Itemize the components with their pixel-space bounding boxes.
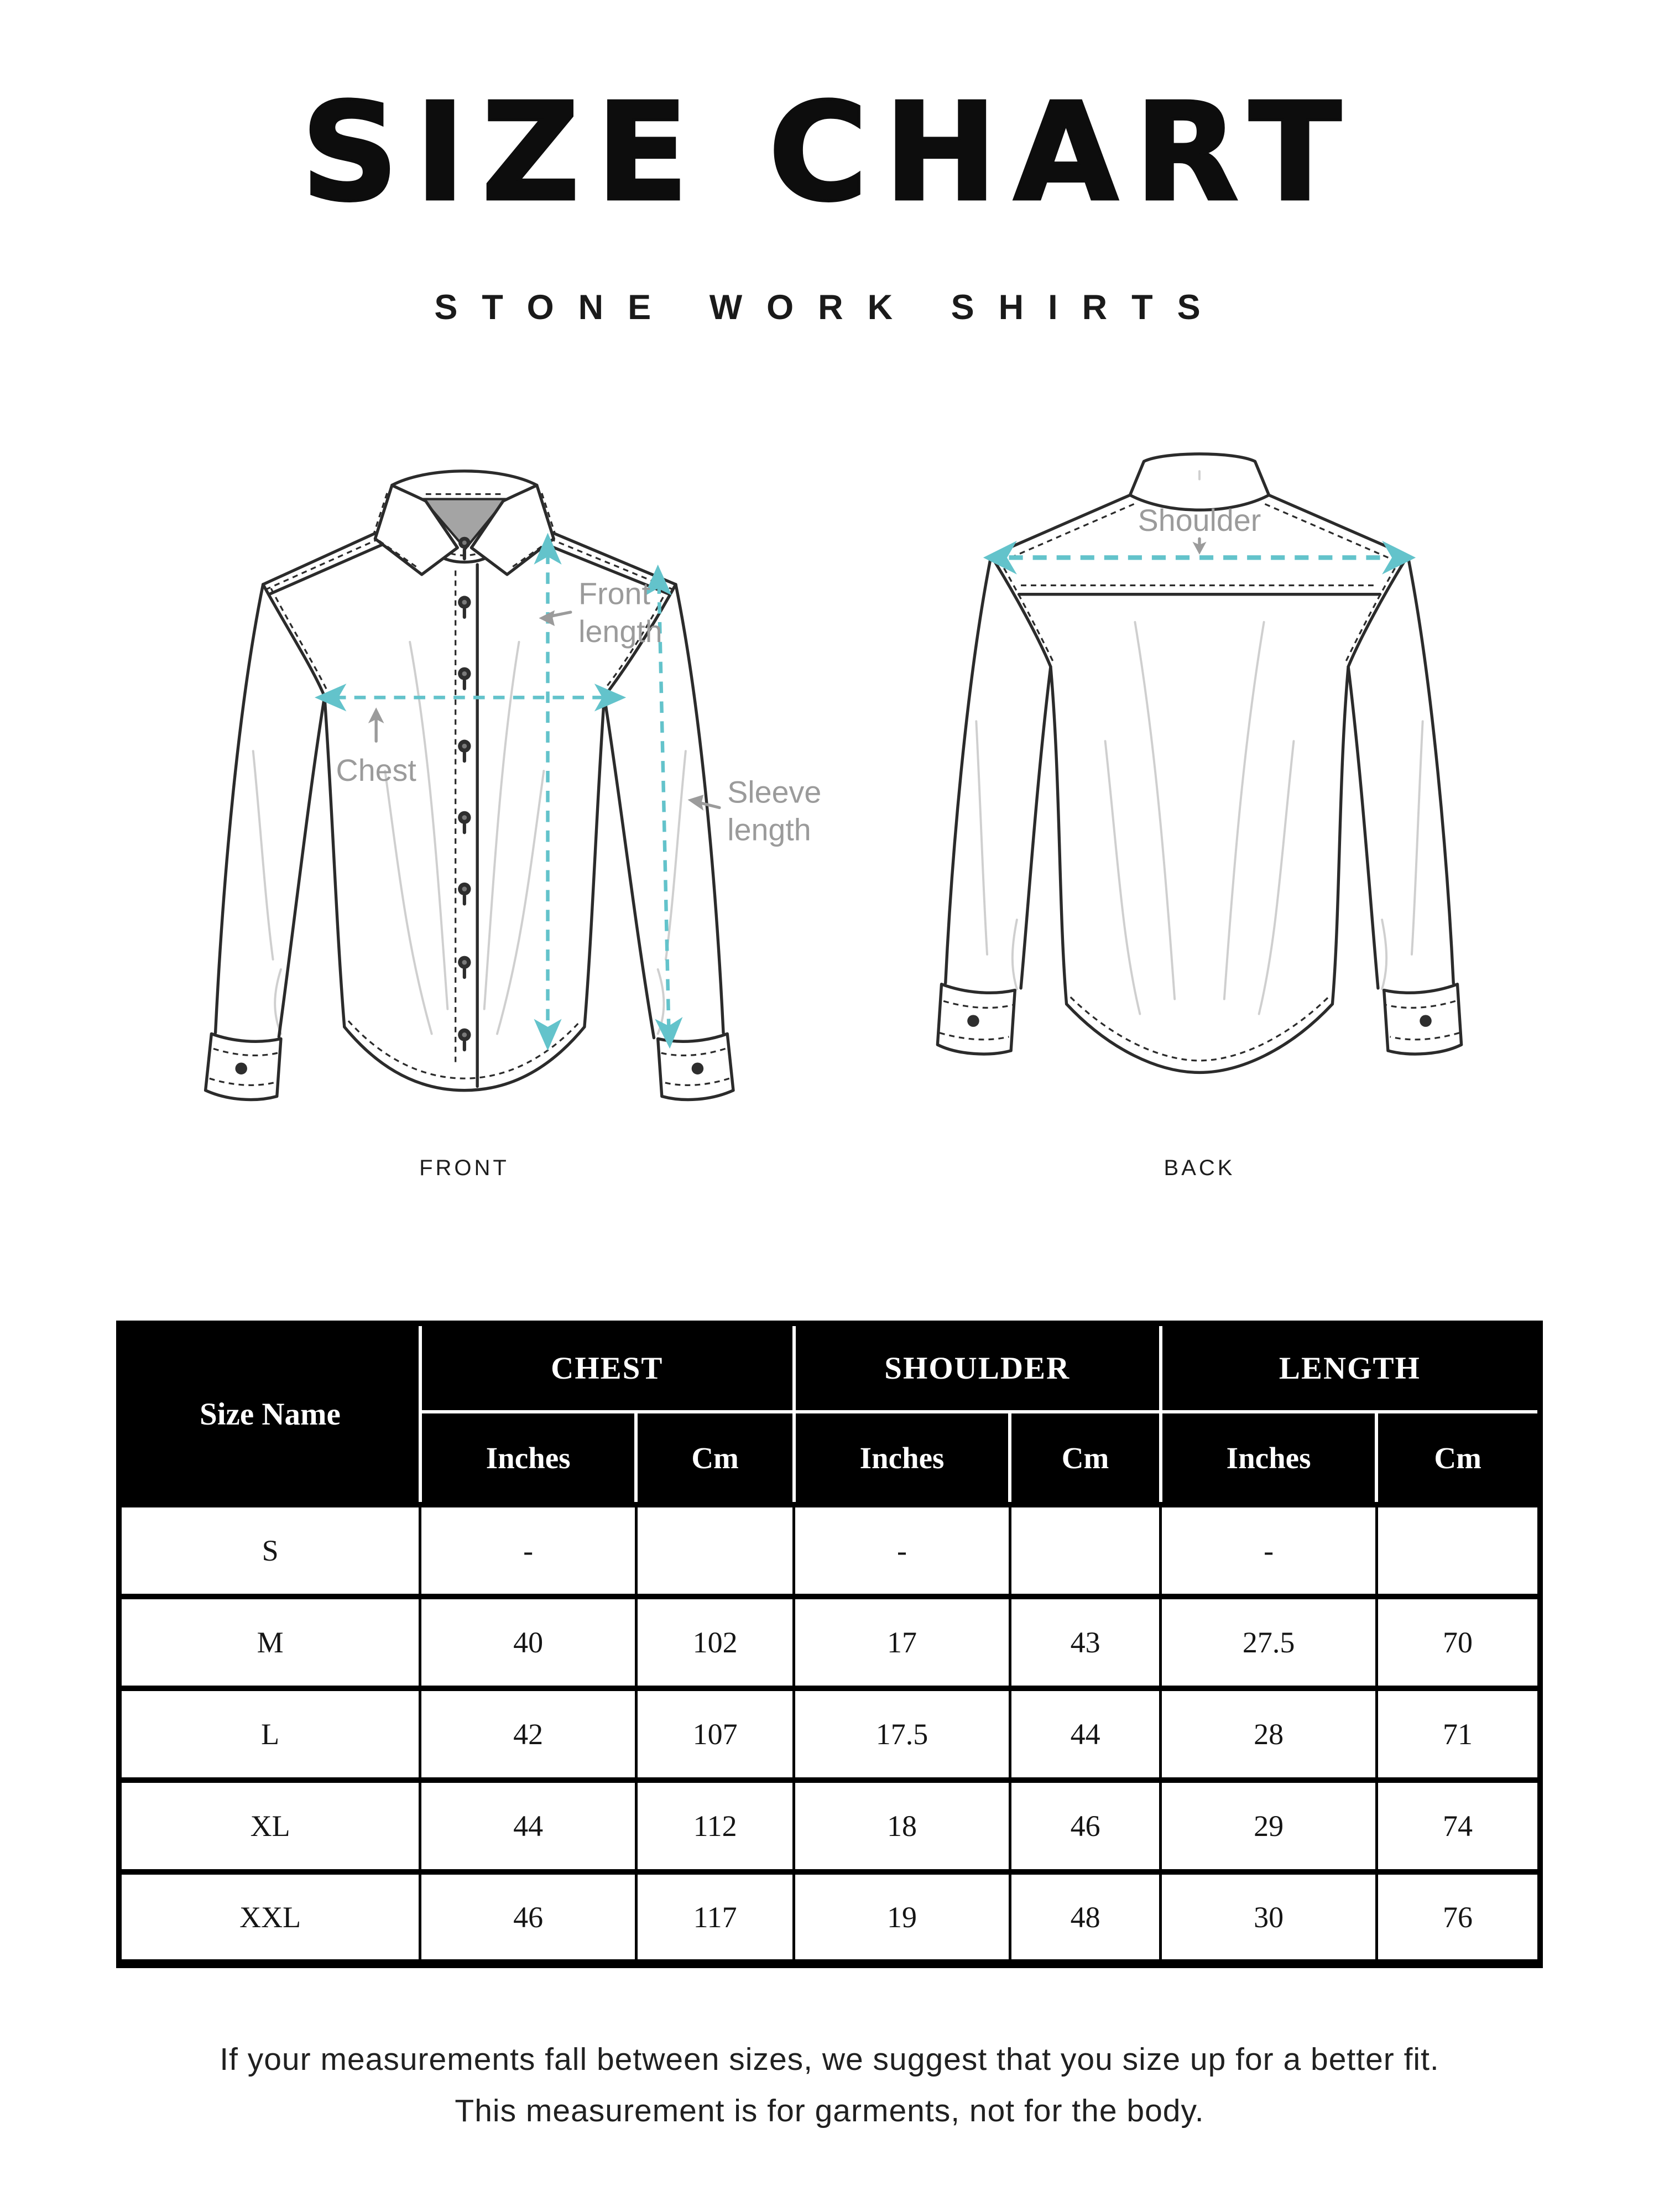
size-chart-table <box>116 1321 1543 1968</box>
value-cell: 17.5 <box>794 1688 1010 1780</box>
table-row-l <box>119 1688 1540 1780</box>
chest-cm-header: Cm <box>636 1412 794 1505</box>
page-subtitle: STONE WORK SHIRTS <box>434 288 1225 327</box>
shoulder-label <box>1138 503 1261 555</box>
value-cell: 44 <box>420 1780 637 1872</box>
value-cell: 42 <box>420 1688 637 1780</box>
chest-inches-header: Inches <box>420 1412 637 1505</box>
front-shirt-figure <box>182 453 857 1181</box>
value-cell: 17 <box>794 1597 1010 1688</box>
footer-line-1: If your measurements fall between sizes, we suggest that you size up for a better fit. <box>220 2042 1439 2077</box>
svg-text:Chest: Chest <box>336 753 416 787</box>
shoulder-cm-header: Cm <box>1010 1412 1160 1505</box>
value-cell: 48 <box>1010 1872 1160 1964</box>
value-cell: 18 <box>794 1780 1010 1872</box>
value-cell: 27.5 <box>1161 1597 1377 1688</box>
value-cell <box>1376 1505 1540 1597</box>
page-title: SIZE CHART <box>301 74 1358 231</box>
value-cell: 30 <box>1161 1872 1377 1964</box>
value-cell: 112 <box>636 1780 794 1872</box>
value-cell: 71 <box>1376 1688 1540 1780</box>
value-cell <box>1010 1505 1160 1597</box>
value-cell: 46 <box>420 1872 637 1964</box>
chest-measure-line <box>315 684 626 711</box>
back-crease-lines <box>976 622 1422 1014</box>
value-cell: 44 <box>1010 1688 1160 1780</box>
value-cell: - <box>794 1505 1010 1597</box>
value-cell: 107 <box>636 1688 794 1780</box>
svg-text:length: length <box>578 614 662 649</box>
size-cell: XXL <box>119 1872 420 1964</box>
value-cell: 74 <box>1376 1780 1540 1872</box>
table-row-xl <box>119 1780 1540 1872</box>
front-label: FRONT <box>419 1156 509 1180</box>
table-row-xxl <box>119 1872 1540 1964</box>
size-cell: S <box>119 1505 420 1597</box>
value-cell: 70 <box>1376 1597 1540 1688</box>
size-cell: M <box>119 1597 420 1688</box>
value-cell: 19 <box>794 1872 1010 1964</box>
size-cell: XL <box>119 1780 420 1872</box>
placket-buttons <box>458 596 471 1050</box>
front-length-label <box>539 577 662 649</box>
value-cell: 40 <box>420 1597 637 1688</box>
shoulder-inches-header: Inches <box>794 1412 1010 1505</box>
chest-group-header: CHEST <box>420 1323 794 1412</box>
svg-text:Sleeve: Sleeve <box>727 775 822 810</box>
front-shirt-diagram <box>182 453 857 1108</box>
value-cell: 102 <box>636 1597 794 1688</box>
footer-note <box>0 2034 1659 2137</box>
length-inches-header: Inches <box>1161 1412 1377 1505</box>
value-cell: 43 <box>1010 1597 1160 1688</box>
svg-text:Front: Front <box>578 576 650 611</box>
svg-text:length: length <box>727 812 811 847</box>
value-cell: 46 <box>1010 1780 1160 1872</box>
chest-label <box>336 707 417 787</box>
front-length-measure-line <box>534 533 561 1051</box>
shirt-diagrams <box>182 444 1478 1181</box>
table-row-m <box>119 1597 1540 1688</box>
value-cell: - <box>420 1505 637 1597</box>
value-cell: 29 <box>1161 1780 1377 1872</box>
back-body <box>991 495 1407 1072</box>
back-shirt-diagram <box>922 444 1478 1108</box>
length-group-header: LENGTH <box>1161 1323 1540 1412</box>
back-shirt-figure <box>922 444 1478 1181</box>
value-cell <box>636 1505 794 1597</box>
size-cell: L <box>119 1688 420 1780</box>
front-collar <box>374 471 555 575</box>
front-placket <box>456 565 477 1087</box>
value-cell: 76 <box>1376 1872 1540 1964</box>
value-cell: 117 <box>636 1872 794 1964</box>
back-collar <box>1130 454 1269 510</box>
footer-line-2: This measurement is for garments, not for the body. <box>455 2093 1204 2129</box>
size-name-header: Size Name <box>119 1323 420 1505</box>
front-crease-lines <box>253 642 686 1034</box>
shoulder-group-header: SHOULDER <box>794 1323 1161 1412</box>
back-label: BACK <box>1164 1156 1235 1180</box>
length-cm-header: Cm <box>1376 1412 1540 1505</box>
value-cell: 28 <box>1161 1688 1377 1780</box>
value-cell: - <box>1161 1505 1377 1597</box>
table-row-s <box>119 1505 1540 1597</box>
svg-text:Shoulder: Shoulder <box>1138 503 1261 538</box>
